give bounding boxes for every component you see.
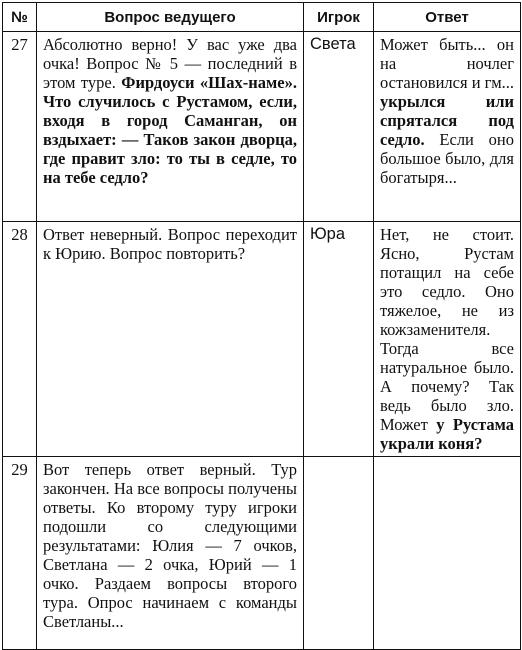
- header-player: Игрок: [304, 3, 374, 32]
- host-question-cell: Вот теперь ответ верный. Тур закончен. На все вопросы получены ответы. Ко второму туру игроки подошли со следующими результатами: Юлия — 7 очков, Светлана — 2 очка, Юрий — 1 очко. Раздаем вопросы второго тура. Опрос начинаем с команды Светланы...: [37, 457, 304, 650]
- row-number: 29: [3, 457, 37, 650]
- header-number: №: [3, 3, 37, 32]
- answer-cell: [374, 32, 521, 222]
- table-row: [3, 457, 521, 650]
- table-row: [3, 222, 521, 457]
- answer-text: Может быть... он на ночлег остановился и гм...: [380, 35, 515, 92]
- answer-highlight: укрылся или спрятался под седло.: [380, 92, 514, 149]
- player-cell: [304, 457, 374, 650]
- answer-text: Нет, не стоит. Ясно, Рустам потащил на себе это седло. Оно тяжелое, не из кожзаменителя. Тогда все натуральное было. А почему? Так ведь было зло. Может: [380, 225, 514, 434]
- host-question-cell: Ответ неверный. Вопрос переходит к Юрию. Вопрос повторить?: [37, 222, 304, 457]
- answer-text-end: Если оно большое было, для богатыря...: [380, 130, 515, 187]
- quiz-transcript-table: [2, 2, 521, 650]
- table-header-row: [3, 3, 521, 32]
- table-row: [3, 32, 521, 222]
- host-question-cell: [37, 32, 304, 222]
- player-cell: Юра: [304, 222, 374, 457]
- player-cell: Света: [304, 32, 374, 222]
- header-question: Вопрос ведущего: [37, 3, 304, 32]
- header-answer: Ответ: [374, 3, 521, 32]
- row-number: 27: [3, 32, 37, 222]
- answer-cell: [374, 222, 521, 457]
- answer-highlight: у Рустама украли коня?: [380, 415, 514, 453]
- question-quote: — Таков закон дворца, где правит зло: то ты в седле, то на тебе седло?: [43, 130, 298, 187]
- answer-cell: [374, 457, 521, 650]
- host-remark: Абсолютно верно! У вас уже два очка! Вопрос № 5 — последний в этом турe.: [43, 35, 297, 92]
- row-number: 28: [3, 222, 37, 457]
- question-text: Фирдоуси «Шах-наме». Что случилось с Рустамом, если, входя в город Саманган, он вздыхает:: [43, 73, 297, 149]
